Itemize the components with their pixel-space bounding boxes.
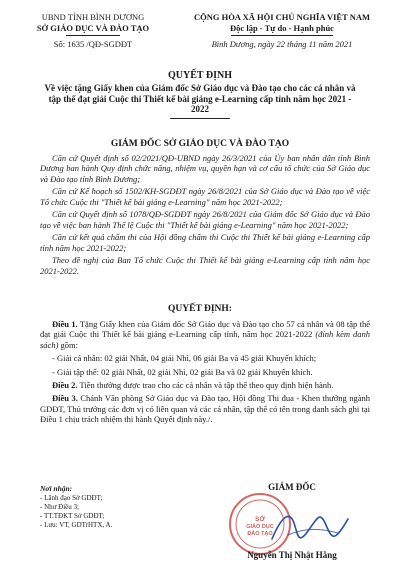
subject-divider <box>170 118 230 119</box>
signer-name: Nguyễn Thị Nhật Hằng <box>247 550 337 560</box>
decision-heading: QUYẾT ĐỊNH: <box>168 304 232 314</box>
article-1-bullet-collective: - Giải tập thể: 02 giải Nhất, 02 giải Nhì, 02 giải Ba và 02 giải Khuyến khích. <box>52 366 313 377</box>
svg-text:ĐÀO TẠO: ĐÀO TẠO <box>247 531 273 537</box>
articles <box>40 319 370 428</box>
issue-date: Bình Dương, ngày 22 tháng 11 năm 2021 <box>211 39 353 49</box>
article-3-label: Điều 3. <box>52 393 78 404</box>
document-title: QUYẾT ĐỊNH <box>168 70 232 81</box>
motto-divider <box>231 35 333 36</box>
recipient-item: - Lãnh đạo Sở GDĐT; <box>40 494 103 502</box>
recipients-heading: Nơi nhận: <box>40 484 73 493</box>
national-title-block <box>176 12 388 50</box>
article-3-text: Chánh Văn phòng Sở Giáo dục và Đào tạo, Hội đồng Thi đua - Khen thưởng ngành GDĐT, Thủ trưởng các đơn vị có liên quan và các cá nhân, tập thể có tên trong danh sách ghi tại Điều 1 chịu trách nhiệm thi hành Quyết định này./. <box>40 393 371 425</box>
article-2 <box>40 380 370 390</box>
legal-bases <box>40 153 370 278</box>
article-1-label: Điều 1. <box>52 319 78 329</box>
province-name: UBND TỈNH BÌNH DƯƠNG <box>41 12 145 22</box>
article-1-attachment-note: (đính kèm danh sách) <box>40 329 370 350</box>
article-2-text: Tiền thưởng được trao cho các cá nhân và tập thể theo quy định hiện hành. <box>77 380 334 391</box>
issuing-authority: GIÁM ĐỐC SỞ GIÁO DỤC VÀ ĐÀO TẠO <box>110 139 290 149</box>
recipient-item: - Lưu: VT, GDTrHTX, A. <box>40 521 113 529</box>
issuing-agency-block <box>18 12 168 50</box>
header-divider <box>66 35 120 36</box>
document-subject-block <box>40 83 360 119</box>
document-number: Số: 1635 /QĐ-SGDĐT <box>53 39 133 49</box>
article-3 <box>40 393 370 424</box>
svg-text:SỞ: SỞ <box>255 516 265 523</box>
article-1-text: Tặng Giấy khen của Giám đốc Sở Giáo dục và Đào tạo cho 57 cá nhân và 08 tập thể đạt giải Cuộc thi Thiết kế bài giảng e-Learning cấp tỉnh, năm học 2021-2022 <box>40 319 371 340</box>
legal-basis-item: Căn cứ kết quả chấm thi của Hội đồng chấm thi Cuộc thi Thiết kế bài giảng e-Learning cấp tỉnh năm học 2021-2022; <box>40 232 370 253</box>
legal-basis-item: Căn cứ Kế hoạch số 1502/KH-SGDĐT ngày 26/8/2021 của Sở Giáo dục và Đào tạo về việc Tổ chức Cuộc thi "Thiết kế bài giảng e-Learning" năm học 2021-2022; <box>40 186 370 207</box>
article-1-bullet-individual: - Giải cá nhân: 02 giải Nhất, 04 giải Nhì, 06 giải Ba và 45 giải Khuyến khích; <box>52 353 317 364</box>
country-name: CỘNG HÒA XÃ HỘI CHỦ NGHĨA VIỆT NAM <box>193 12 371 22</box>
recipient-item: - TT.TĐKT Sở GDĐT; <box>40 512 105 520</box>
document-subject: Về việc tặng Giấy khen của Giám đốc Sở Giáo dục và Đào tạo cho các cá nhân và tập thể đạt giải Cuộc thi Thiết kế bài giảng e-Learning cấp tỉnh năm học 2021 - 2022 <box>44 83 356 115</box>
department-name: SỞ GIÁO DỤC VÀ ĐÀO TẠO <box>36 23 150 33</box>
recipients-block <box>40 484 200 530</box>
signature-block <box>212 482 372 560</box>
legal-basis-item: Căn cứ Quyết định số 1078/QĐ-SGDĐT ngày 26/8/2021 của Giám đốc Sở Giáo dục và Đào tạo về việc ban hành Thể lệ Cuộc thi "Thiết kế bài giảng e-Learning" năm học 2021-2022; <box>40 209 370 230</box>
national-motto: Độc lập - Tự do - Hạnh phúc <box>230 23 334 33</box>
article-1 <box>40 319 370 350</box>
legal-basis-item: Căn cứ Quyết định số 02/2021/QĐ-UBND ngày 26/3/2021 của Ủy ban nhân dân tỉnh Bình Dương ban hành Quy định chức năng, nhiệm vụ, quyền hạn và cơ cấu tổ chức của Sở Giáo dục và Đào tạo tỉnh Bình Dương; <box>40 153 370 184</box>
signer-position: GIÁM ĐỐC <box>268 482 316 492</box>
article-1-tail: gồm: <box>58 339 79 350</box>
svg-text:GIÁO DỤC: GIÁO DỤC <box>246 524 274 530</box>
legal-basis-item: Theo đề nghị của Ban Tổ chức Cuộc thi Thiết kế bài giảng e-Learning cấp tỉnh năm học 2021-2022. <box>40 255 370 276</box>
article-2-label: Điều 2. <box>52 380 78 391</box>
recipient-item: - Như Điều 3; <box>40 503 79 511</box>
